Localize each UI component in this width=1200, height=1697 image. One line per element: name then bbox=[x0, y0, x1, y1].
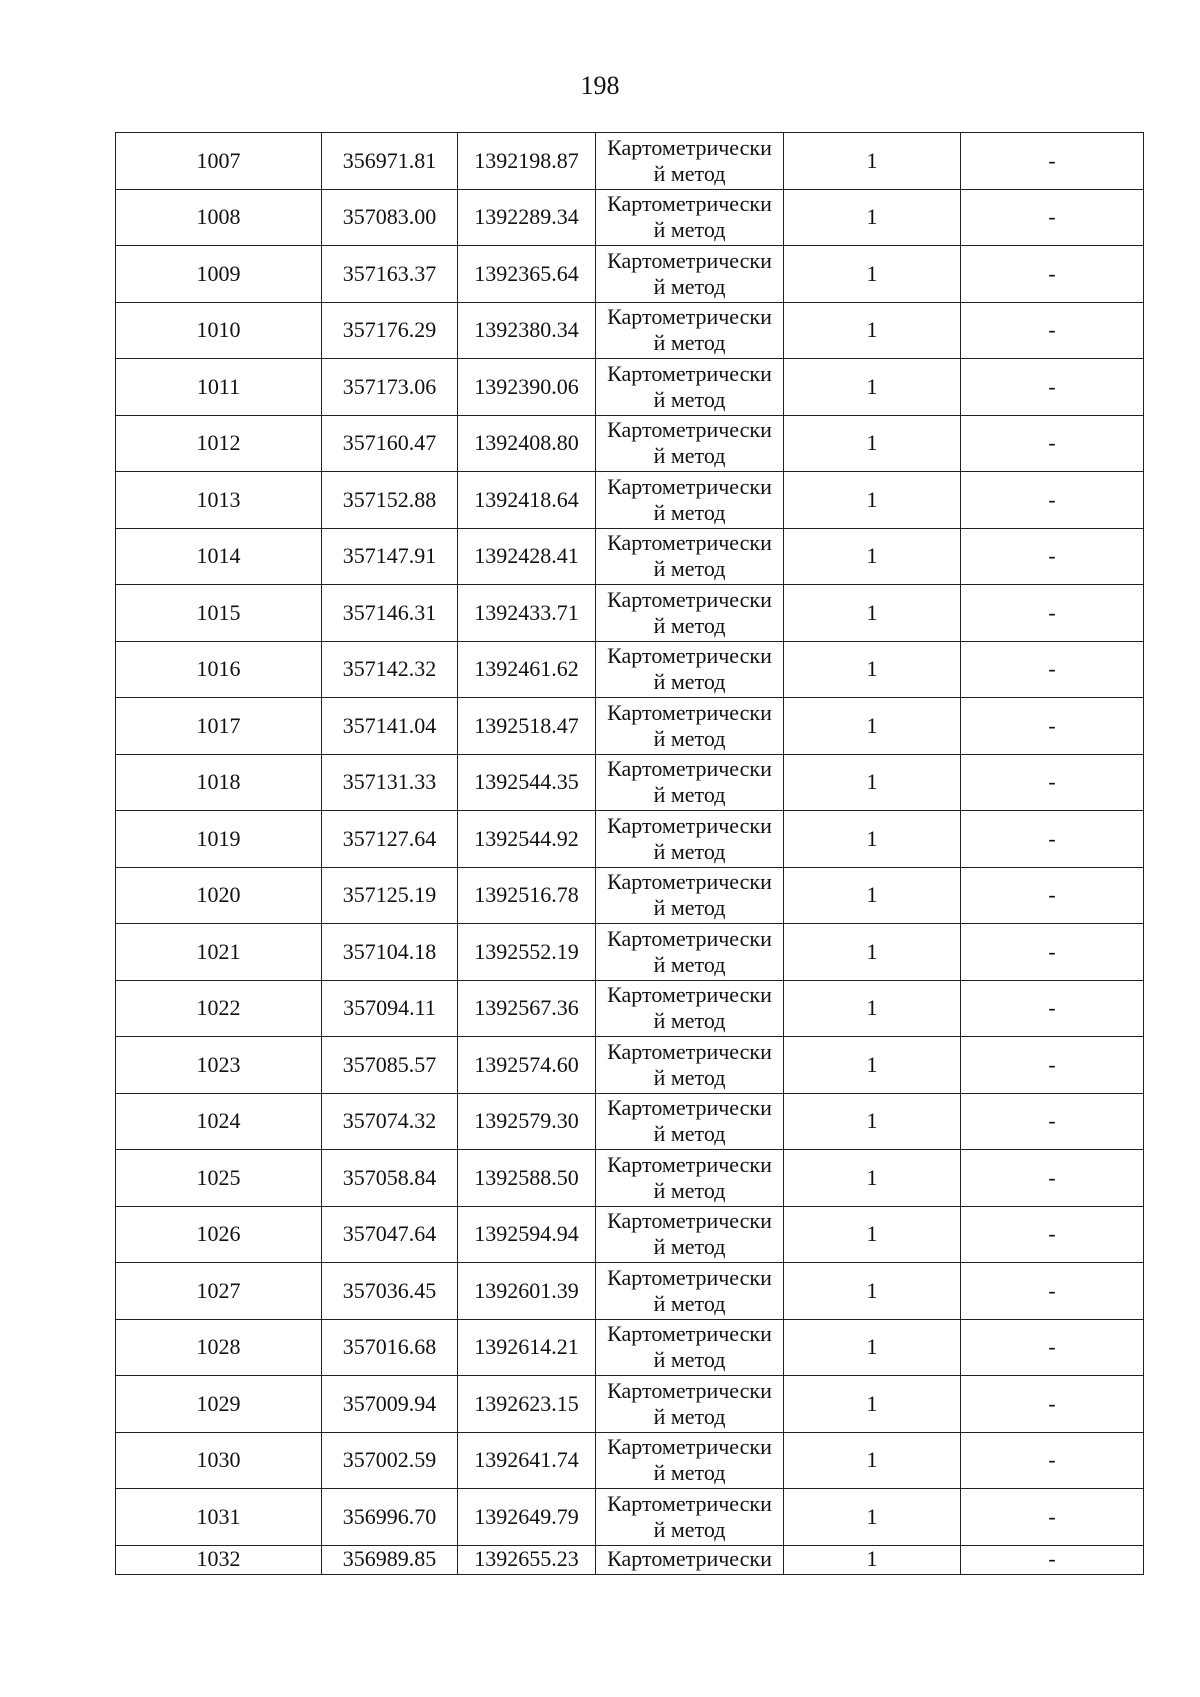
y-coordinate-cell: 1392579.30 bbox=[458, 1093, 596, 1150]
accuracy-cell: 1 bbox=[784, 980, 961, 1037]
accuracy-cell: 1 bbox=[784, 189, 961, 246]
note-cell: - bbox=[961, 867, 1144, 924]
y-coordinate-cell: 1392461.62 bbox=[458, 641, 596, 698]
note-cell: - bbox=[961, 980, 1144, 1037]
y-coordinate-cell: 1392649.79 bbox=[458, 1489, 596, 1546]
table-row bbox=[116, 189, 1144, 246]
method-text-line1: Картометрически bbox=[607, 473, 772, 499]
method-text-line1: Картометрически bbox=[607, 1095, 772, 1121]
point-id-cell: 1024 bbox=[116, 1093, 322, 1150]
x-coordinate-cell: 357141.04 bbox=[322, 698, 458, 755]
accuracy-cell: 1 bbox=[784, 1376, 961, 1433]
method-text-line1: Картометрически bbox=[607, 1545, 772, 1571]
method-cell bbox=[596, 1432, 784, 1489]
note-cell: - bbox=[961, 1489, 1144, 1546]
note-cell: - bbox=[961, 585, 1144, 642]
accuracy-cell: 1 bbox=[784, 415, 961, 472]
method-text-line1: Картометрически bbox=[607, 1264, 772, 1290]
point-id-cell: 1020 bbox=[116, 867, 322, 924]
method-cell bbox=[596, 1489, 784, 1546]
accuracy-cell: 1 bbox=[784, 698, 961, 755]
note-cell: - bbox=[961, 1263, 1144, 1320]
method-text-line2: й метод bbox=[653, 1234, 726, 1260]
x-coordinate-cell: 357131.33 bbox=[322, 754, 458, 811]
note-cell: - bbox=[961, 1432, 1144, 1489]
point-id-cell: 1015 bbox=[116, 585, 322, 642]
y-coordinate-cell: 1392365.64 bbox=[458, 246, 596, 303]
accuracy-cell: 1 bbox=[784, 528, 961, 585]
y-coordinate-cell: 1392567.36 bbox=[458, 980, 596, 1037]
table-row bbox=[116, 1150, 1144, 1207]
point-id-cell: 1031 bbox=[116, 1489, 322, 1546]
x-coordinate-cell: 357002.59 bbox=[322, 1432, 458, 1489]
table-row bbox=[116, 980, 1144, 1037]
table-row bbox=[116, 754, 1144, 811]
method-text-line2: й метод bbox=[653, 1008, 726, 1034]
method-text-line1: Картометрически bbox=[607, 586, 772, 612]
method-text-line1: Картометрически bbox=[607, 982, 772, 1008]
method-text-line2: й метод bbox=[653, 1403, 726, 1429]
table-row bbox=[116, 1037, 1144, 1094]
x-coordinate-cell: 356996.70 bbox=[322, 1489, 458, 1546]
x-coordinate-cell: 357173.06 bbox=[322, 359, 458, 416]
accuracy-cell: 1 bbox=[784, 585, 961, 642]
method-text-line1: Картометрически bbox=[607, 247, 772, 273]
y-coordinate-cell: 1392433.71 bbox=[458, 585, 596, 642]
x-coordinate-cell: 357146.31 bbox=[322, 585, 458, 642]
method-text-line2: й метод bbox=[653, 1516, 726, 1542]
note-cell: - bbox=[961, 1150, 1144, 1207]
method-text-line1: Картометрически bbox=[607, 530, 772, 556]
method-text-line1: Картометрически bbox=[607, 134, 772, 160]
table-row bbox=[116, 1376, 1144, 1433]
y-coordinate-cell: 1392198.87 bbox=[458, 133, 596, 190]
point-id-cell: 1023 bbox=[116, 1037, 322, 1094]
accuracy-cell: 1 bbox=[784, 641, 961, 698]
note-cell: - bbox=[961, 1545, 1144, 1574]
accuracy-cell: 1 bbox=[784, 924, 961, 981]
table-row bbox=[116, 698, 1144, 755]
method-cell bbox=[596, 980, 784, 1037]
method-text-line2: й метод bbox=[653, 895, 726, 921]
table-body bbox=[116, 133, 1144, 1575]
accuracy-cell: 1 bbox=[784, 246, 961, 303]
table-row bbox=[116, 924, 1144, 981]
method-text-line1: Картометрически bbox=[607, 417, 772, 443]
method-cell bbox=[596, 1093, 784, 1150]
accuracy-cell: 1 bbox=[784, 1206, 961, 1263]
x-coordinate-cell: 357152.88 bbox=[322, 472, 458, 529]
point-id-cell: 1018 bbox=[116, 754, 322, 811]
table-row bbox=[116, 528, 1144, 585]
note-cell: - bbox=[961, 754, 1144, 811]
method-cell bbox=[596, 472, 784, 529]
x-coordinate-cell: 357009.94 bbox=[322, 1376, 458, 1433]
note-cell: - bbox=[961, 641, 1144, 698]
method-text-line1: Картометрически bbox=[607, 699, 772, 725]
accuracy-cell: 1 bbox=[784, 359, 961, 416]
x-coordinate-cell: 357083.00 bbox=[322, 189, 458, 246]
x-coordinate-cell: 357085.57 bbox=[322, 1037, 458, 1094]
accuracy-cell: 1 bbox=[784, 1545, 961, 1574]
method-text-line2: й метод bbox=[653, 669, 726, 695]
accuracy-cell: 1 bbox=[784, 754, 961, 811]
point-id-cell: 1011 bbox=[116, 359, 322, 416]
method-cell bbox=[596, 1376, 784, 1433]
table-row bbox=[116, 302, 1144, 359]
x-coordinate-cell: 357074.32 bbox=[322, 1093, 458, 1150]
method-cell bbox=[596, 1319, 784, 1376]
x-coordinate-cell: 357036.45 bbox=[322, 1263, 458, 1320]
note-cell: - bbox=[961, 924, 1144, 981]
note-cell: - bbox=[961, 528, 1144, 585]
y-coordinate-cell: 1392623.15 bbox=[458, 1376, 596, 1433]
y-coordinate-cell: 1392516.78 bbox=[458, 867, 596, 924]
x-coordinate-cell: 357104.18 bbox=[322, 924, 458, 981]
note-cell: - bbox=[961, 415, 1144, 472]
method-cell bbox=[596, 246, 784, 303]
method-text-line2: й метод bbox=[653, 1290, 726, 1316]
y-coordinate-cell: 1392574.60 bbox=[458, 1037, 596, 1094]
table-row bbox=[116, 1319, 1144, 1376]
method-text-line1: Картометрически bbox=[607, 643, 772, 669]
x-coordinate-cell: 356971.81 bbox=[322, 133, 458, 190]
note-cell: - bbox=[961, 359, 1144, 416]
method-cell bbox=[596, 924, 784, 981]
y-coordinate-cell: 1392614.21 bbox=[458, 1319, 596, 1376]
point-id-cell: 1027 bbox=[116, 1263, 322, 1320]
point-id-cell: 1022 bbox=[116, 980, 322, 1037]
method-text-line1: Картометрически bbox=[607, 1321, 772, 1347]
note-cell: - bbox=[961, 1376, 1144, 1433]
x-coordinate-cell: 357016.68 bbox=[322, 1319, 458, 1376]
method-text-line1: Картометрически bbox=[607, 812, 772, 838]
x-coordinate-cell: 357176.29 bbox=[322, 302, 458, 359]
note-cell: - bbox=[961, 133, 1144, 190]
method-cell bbox=[596, 1037, 784, 1094]
method-text-line2: й метод bbox=[653, 386, 726, 412]
table-row bbox=[116, 641, 1144, 698]
method-cell bbox=[596, 415, 784, 472]
method-text-line2: й метод bbox=[653, 217, 726, 243]
note-cell: - bbox=[961, 472, 1144, 529]
note-cell: - bbox=[961, 698, 1144, 755]
method-text-line1: Картометрически bbox=[607, 304, 772, 330]
accuracy-cell: 1 bbox=[784, 302, 961, 359]
table-row bbox=[116, 1206, 1144, 1263]
note-cell: - bbox=[961, 1206, 1144, 1263]
method-text-line2: й метод bbox=[653, 612, 726, 638]
point-id-cell: 1026 bbox=[116, 1206, 322, 1263]
point-id-cell: 1030 bbox=[116, 1432, 322, 1489]
y-coordinate-cell: 1392418.64 bbox=[458, 472, 596, 529]
method-text-line2: й метод bbox=[653, 1064, 726, 1090]
y-coordinate-cell: 1392544.92 bbox=[458, 811, 596, 868]
x-coordinate-cell: 357147.91 bbox=[322, 528, 458, 585]
table-row bbox=[116, 246, 1144, 303]
method-cell bbox=[596, 811, 784, 868]
y-coordinate-cell: 1392544.35 bbox=[458, 754, 596, 811]
method-text-line2: й метод bbox=[653, 160, 726, 186]
table-row bbox=[116, 359, 1144, 416]
note-cell: - bbox=[961, 246, 1144, 303]
method-cell bbox=[596, 133, 784, 190]
method-text-line1: Картометрически bbox=[607, 360, 772, 386]
table-row bbox=[116, 1489, 1144, 1546]
method-text-line2: й метод bbox=[653, 838, 726, 864]
table-row bbox=[116, 585, 1144, 642]
method-text-line2: й метод bbox=[653, 1347, 726, 1373]
method-text-line1: Картометрически bbox=[607, 1377, 772, 1403]
x-coordinate-cell: 357160.47 bbox=[322, 415, 458, 472]
method-text-line2: й метод bbox=[653, 782, 726, 808]
point-id-cell: 1007 bbox=[116, 133, 322, 190]
point-id-cell: 1032 bbox=[116, 1545, 322, 1574]
accuracy-cell: 1 bbox=[784, 1037, 961, 1094]
x-coordinate-cell: 357058.84 bbox=[322, 1150, 458, 1207]
y-coordinate-cell: 1392408.80 bbox=[458, 415, 596, 472]
y-coordinate-cell: 1392588.50 bbox=[458, 1150, 596, 1207]
table-row bbox=[116, 415, 1144, 472]
point-id-cell: 1008 bbox=[116, 189, 322, 246]
y-coordinate-cell: 1392552.19 bbox=[458, 924, 596, 981]
point-id-cell: 1028 bbox=[116, 1319, 322, 1376]
note-cell: - bbox=[961, 811, 1144, 868]
method-text-line1: Картометрически bbox=[607, 191, 772, 217]
note-cell: - bbox=[961, 302, 1144, 359]
table-row bbox=[116, 867, 1144, 924]
method-text-line2: й метод bbox=[653, 951, 726, 977]
y-coordinate-cell: 1392601.39 bbox=[458, 1263, 596, 1320]
method-cell bbox=[596, 1263, 784, 1320]
method-text-line2: й метод bbox=[653, 273, 726, 299]
method-text-line1: Картометрически bbox=[607, 1038, 772, 1064]
note-cell: - bbox=[961, 189, 1144, 246]
method-text-line2: й метод bbox=[653, 1177, 726, 1203]
method-cell bbox=[596, 1545, 784, 1574]
accuracy-cell: 1 bbox=[784, 1319, 961, 1376]
table-row bbox=[116, 133, 1144, 190]
method-text-line1: Картометрически bbox=[607, 1490, 772, 1516]
method-cell bbox=[596, 1206, 784, 1263]
accuracy-cell: 1 bbox=[784, 1093, 961, 1150]
method-text-line2: й метод bbox=[653, 1121, 726, 1147]
accuracy-cell: 1 bbox=[784, 133, 961, 190]
note-cell: - bbox=[961, 1319, 1144, 1376]
point-id-cell: 1025 bbox=[116, 1150, 322, 1207]
method-cell bbox=[596, 189, 784, 246]
method-text-line2: й метод bbox=[653, 330, 726, 356]
method-text-line1: Картометрически bbox=[607, 1434, 772, 1460]
accuracy-cell: 1 bbox=[784, 867, 961, 924]
method-text-line2: й метод bbox=[653, 443, 726, 469]
table-row bbox=[116, 1093, 1144, 1150]
note-cell: - bbox=[961, 1093, 1144, 1150]
method-text-line2: й метод bbox=[653, 556, 726, 582]
method-cell bbox=[596, 528, 784, 585]
method-text-line1: Картометрически bbox=[607, 756, 772, 782]
accuracy-cell: 1 bbox=[784, 472, 961, 529]
y-coordinate-cell: 1392655.23 bbox=[458, 1545, 596, 1574]
page-number: 198 bbox=[580, 71, 620, 100]
point-id-cell: 1016 bbox=[116, 641, 322, 698]
point-id-cell: 1012 bbox=[116, 415, 322, 472]
y-coordinate-cell: 1392594.94 bbox=[458, 1206, 596, 1263]
x-coordinate-cell: 357047.64 bbox=[322, 1206, 458, 1263]
point-id-cell: 1009 bbox=[116, 246, 322, 303]
method-text-line2: й метод bbox=[653, 499, 726, 525]
method-text-line1: Картометрически bbox=[607, 925, 772, 951]
table-row bbox=[116, 1263, 1144, 1320]
x-coordinate-cell: 357094.11 bbox=[322, 980, 458, 1037]
table-row bbox=[116, 472, 1144, 529]
coordinates-table bbox=[115, 132, 1144, 1575]
method-text-line2: й метод bbox=[653, 725, 726, 751]
y-coordinate-cell: 1392518.47 bbox=[458, 698, 596, 755]
point-id-cell: 1029 bbox=[116, 1376, 322, 1433]
method-cell bbox=[596, 302, 784, 359]
point-id-cell: 1010 bbox=[116, 302, 322, 359]
y-coordinate-cell: 1392289.34 bbox=[458, 189, 596, 246]
method-cell bbox=[596, 1150, 784, 1207]
method-cell bbox=[596, 585, 784, 642]
accuracy-cell: 1 bbox=[784, 1489, 961, 1546]
x-coordinate-cell: 356989.85 bbox=[322, 1545, 458, 1574]
method-cell bbox=[596, 867, 784, 924]
method-cell bbox=[596, 641, 784, 698]
method-cell bbox=[596, 698, 784, 755]
y-coordinate-cell: 1392641.74 bbox=[458, 1432, 596, 1489]
accuracy-cell: 1 bbox=[784, 1432, 961, 1489]
y-coordinate-cell: 1392428.41 bbox=[458, 528, 596, 585]
x-coordinate-cell: 357125.19 bbox=[322, 867, 458, 924]
method-text-line1: Картометрически bbox=[607, 869, 772, 895]
note-cell: - bbox=[961, 1037, 1144, 1094]
method-text-line2: й метод bbox=[653, 1460, 726, 1486]
method-text-line1: Картометрически bbox=[607, 1151, 772, 1177]
table-row bbox=[116, 1432, 1144, 1489]
y-coordinate-cell: 1392390.06 bbox=[458, 359, 596, 416]
x-coordinate-cell: 357127.64 bbox=[322, 811, 458, 868]
method-cell bbox=[596, 359, 784, 416]
table-row bbox=[116, 1545, 1144, 1574]
point-id-cell: 1021 bbox=[116, 924, 322, 981]
point-id-cell: 1019 bbox=[116, 811, 322, 868]
point-id-cell: 1017 bbox=[116, 698, 322, 755]
accuracy-cell: 1 bbox=[784, 811, 961, 868]
accuracy-cell: 1 bbox=[784, 1263, 961, 1320]
point-id-cell: 1014 bbox=[116, 528, 322, 585]
y-coordinate-cell: 1392380.34 bbox=[458, 302, 596, 359]
accuracy-cell: 1 bbox=[784, 1150, 961, 1207]
method-cell bbox=[596, 754, 784, 811]
point-id-cell: 1013 bbox=[116, 472, 322, 529]
x-coordinate-cell: 357142.32 bbox=[322, 641, 458, 698]
method-text-line1: Картометрически bbox=[607, 1208, 772, 1234]
table-row bbox=[116, 811, 1144, 868]
x-coordinate-cell: 357163.37 bbox=[322, 246, 458, 303]
